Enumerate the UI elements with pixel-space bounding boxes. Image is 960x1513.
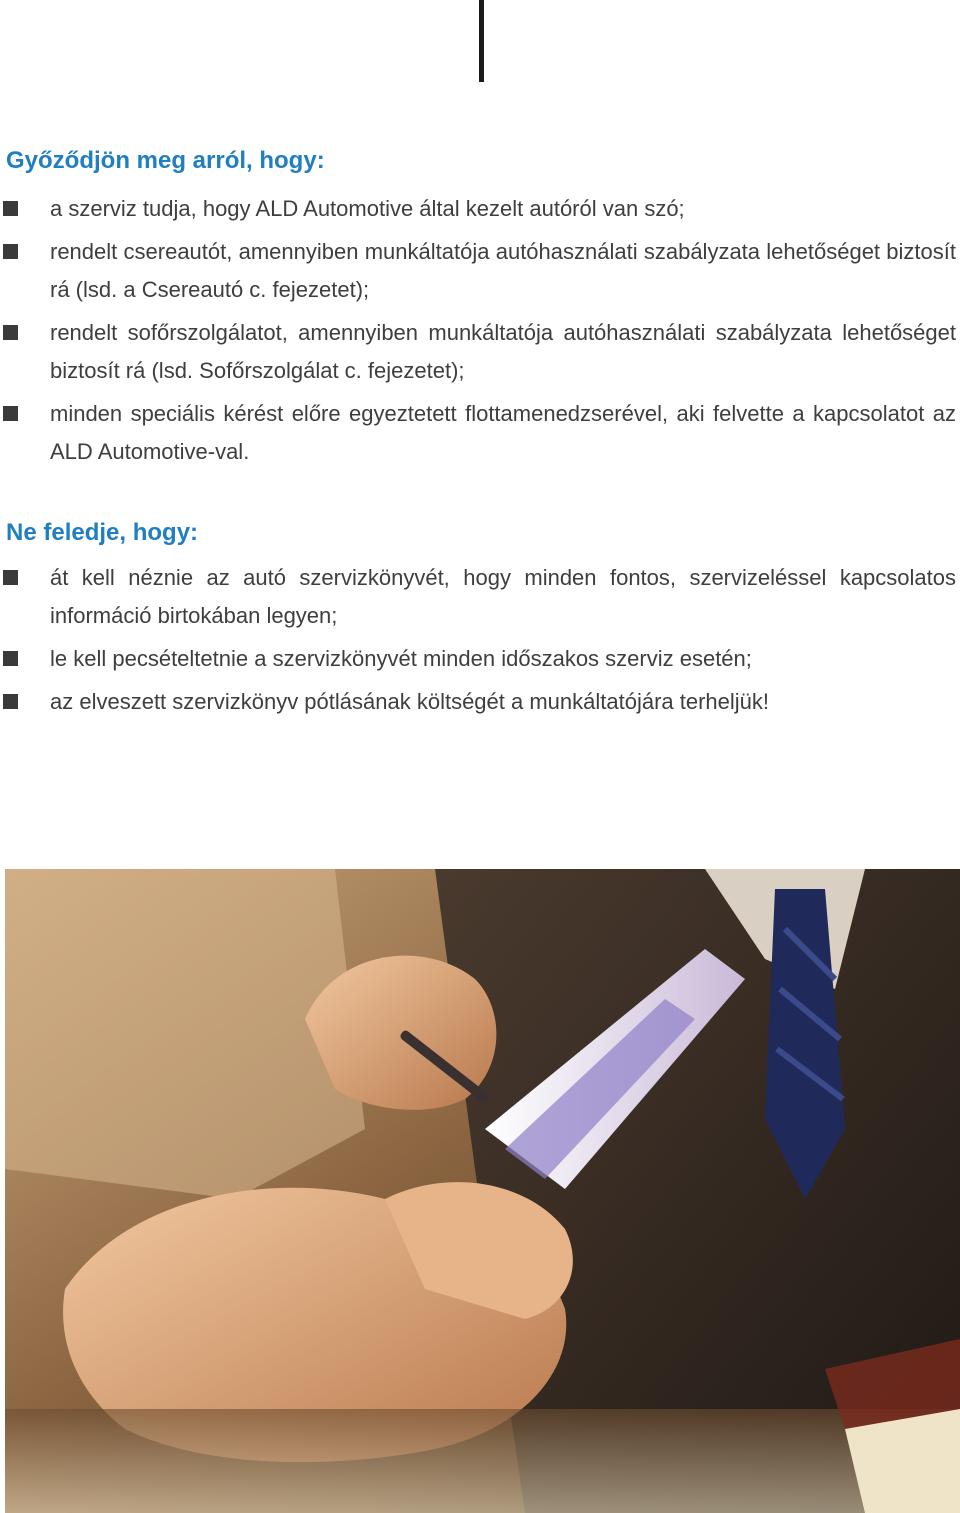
list-item — [0, 190, 960, 228]
remember-checklist — [0, 559, 960, 726]
square-bullet-icon — [3, 325, 18, 340]
section-heading-verify: Győződjön meg arról, hogy: — [6, 147, 325, 174]
list-item — [0, 640, 960, 678]
list-item — [0, 314, 960, 390]
section-heading-remember: Ne feledje, hogy: — [6, 519, 199, 546]
list-item-text: a szerviz tudja, hogy ALD Automotive által kezelt autóról van szó; — [50, 196, 685, 221]
square-bullet-icon — [3, 406, 18, 421]
list-item — [0, 559, 960, 635]
square-bullet-icon — [3, 244, 18, 259]
square-bullet-icon — [3, 651, 18, 666]
list-item-text: rendelt sofőrszolgálatot, amennyiben munkáltatója autóhasználati szabályzata lehetőséget biztosít rá (lsd. Sofőrszolgálat c. fejezetet); — [50, 320, 956, 383]
square-bullet-icon — [3, 694, 18, 709]
top-divider-line — [479, 0, 484, 82]
square-bullet-icon — [3, 570, 18, 585]
list-item-text: minden speciális kérést előre egyeztetett flottamenedzserével, aki felvette a kapcsolatot az ALD Automotive-val. — [50, 401, 956, 464]
photo-illustration — [5, 869, 960, 1513]
list-item — [0, 395, 960, 471]
list-item-text: le kell pecsételtetnie a szervizkönyvét minden időszakos szerviz esetén; — [50, 646, 752, 671]
list-item — [0, 683, 960, 721]
verify-checklist — [0, 190, 960, 476]
list-item — [0, 233, 960, 309]
list-item-text: az elveszett szervizkönyv pótlásának költségét a munkáltatójára terheljük! — [50, 689, 770, 714]
square-bullet-icon — [3, 201, 18, 216]
list-item-text: át kell néznie az autó szervizkönyvét, hogy minden fontos, szervizeléssel kapcsolatos információ birtokában legyen; — [50, 565, 956, 628]
business-meeting-photo — [5, 869, 960, 1513]
list-item-text: rendelt csereautót, amennyiben munkáltatója autóhasználati szabályzata lehetőséget biztosít rá (lsd. a Csereautó c. fejezetet); — [50, 239, 956, 302]
